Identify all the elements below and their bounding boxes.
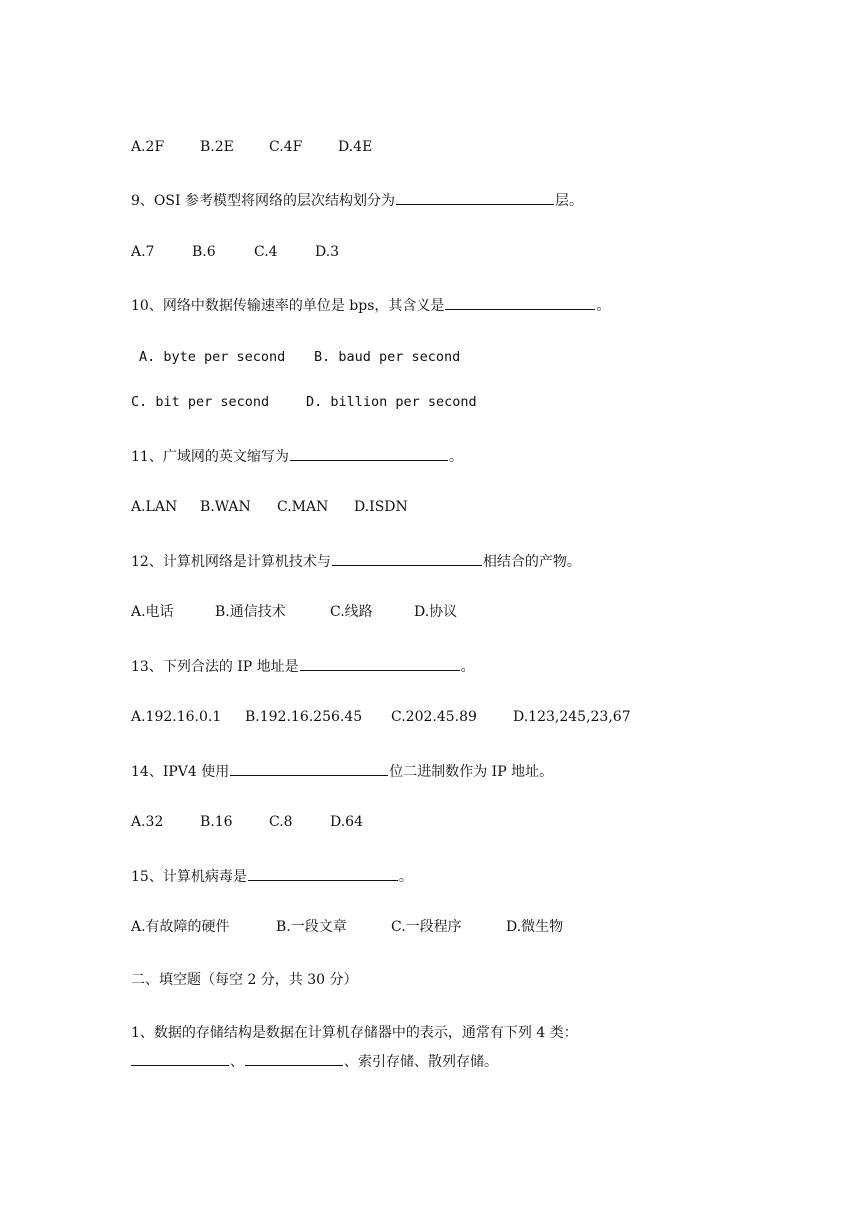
q11-options (131, 498, 408, 516)
q10-answer-blank (445, 295, 595, 310)
q8-option-a: A.2F (131, 139, 165, 155)
q10-option-b: B. baud per second (314, 349, 461, 365)
q14-option-d: D.64 (330, 814, 363, 830)
q10-text: 10、网络中数据传输速率的单位是 bps，其含义是 (131, 298, 445, 314)
q13-answer-blank (300, 656, 460, 671)
q11-text-end: 。 (448, 449, 463, 465)
q15-question (131, 866, 413, 886)
fill1-question-line1: 1、数据的存储结构是数据在计算机存储器中的表示，通常有下列 4 类： (131, 1025, 578, 1041)
q9-question (131, 190, 583, 210)
q12-question (131, 551, 581, 571)
q15-text-end: 。 (398, 869, 413, 885)
q10-option-c: C. bit per second (131, 394, 270, 410)
q11-text: 11、广域网的英文缩写为 (131, 449, 289, 465)
q12-option-a: A.电话 (131, 604, 174, 620)
q9-text: 9、OSI 参考模型将网络的层次结构划分为 (131, 193, 395, 209)
q12-option-c: C.线路 (330, 604, 373, 620)
fill1-tail: 、索引存储、散列存储。 (344, 1054, 498, 1070)
q11-option-d: D.ISDN (354, 499, 408, 515)
q10-options-row1 (139, 348, 460, 366)
q12-option-d: D.协议 (414, 604, 458, 620)
q8-option-c: C.4F (269, 139, 303, 155)
q9-option-c: C.4 (254, 244, 278, 260)
section2-heading: 二、填空题（每空 2 分，共 30 分） (131, 972, 358, 988)
q15-option-d: D.微生物 (506, 919, 564, 935)
q9-text-end: 层。 (554, 193, 583, 209)
q12-text: 12、计算机网络是计算机技术与 (131, 554, 331, 570)
q11-option-a: A.LAN (131, 499, 178, 515)
fill1-blank-2 (245, 1051, 343, 1066)
q11-answer-blank (290, 446, 448, 461)
q14-text-end: 位二进制数作为 IP 地址。 (389, 764, 554, 780)
q9-option-b: B.6 (192, 244, 216, 260)
q10-option-d: D. billion per second (306, 394, 477, 410)
q12-answer-blank (332, 551, 482, 566)
fill1-blank-1 (131, 1051, 229, 1066)
q13-question (131, 656, 475, 676)
q14-question (131, 761, 553, 781)
q13-options (131, 708, 631, 726)
q14-option-b: B.16 (200, 814, 233, 830)
q9-answer-blank (396, 190, 554, 205)
q11-option-c: C.MAN (277, 499, 329, 515)
q15-answer-blank (248, 866, 398, 881)
q13-option-d: D.123,245,23,67 (513, 709, 631, 725)
q13-text: 13、下列合法的 IP 地址是 (131, 659, 299, 675)
q14-answer-blank (230, 761, 388, 776)
q12-options (131, 603, 457, 621)
q15-text: 15、计算机病毒是 (131, 869, 247, 885)
fill1-question-line2 (131, 1051, 498, 1071)
q14-option-a: A.32 (131, 814, 164, 830)
q14-option-c: C.8 (269, 814, 293, 830)
q15-option-c: C.一段程序 (391, 919, 462, 935)
q9-options (131, 243, 339, 261)
q13-option-b: B.192.16.256.45 (245, 709, 363, 725)
fill1-separator: 、 (230, 1054, 244, 1070)
q15-options (131, 918, 563, 936)
q8-options (131, 138, 372, 156)
q10-question (131, 295, 610, 315)
q9-option-d: D.3 (315, 244, 340, 260)
q13-option-c: C.202.45.89 (391, 709, 477, 725)
q11-option-b: B.WAN (200, 499, 251, 515)
q10-options-row2 (131, 393, 477, 411)
q12-text-end: 相结合的产物。 (482, 554, 581, 570)
q14-text: 14、IPV4 使用 (131, 764, 230, 780)
q13-text-end: 。 (460, 659, 475, 675)
q9-option-a: A.7 (131, 244, 155, 260)
q11-question (131, 446, 463, 466)
q12-option-b: B.通信技术 (215, 604, 286, 620)
q15-option-b: B.一段文章 (276, 919, 347, 935)
q10-option-a: A. byte per second (139, 349, 286, 365)
q15-option-a: A.有故障的硬件 (131, 919, 230, 935)
q8-option-b: B.2E (200, 139, 234, 155)
q14-options (131, 813, 363, 831)
q13-option-a: A.192.16.0.1 (131, 709, 222, 725)
q8-option-d: D.4E (338, 139, 373, 155)
q10-text-end: 。 (596, 298, 611, 314)
